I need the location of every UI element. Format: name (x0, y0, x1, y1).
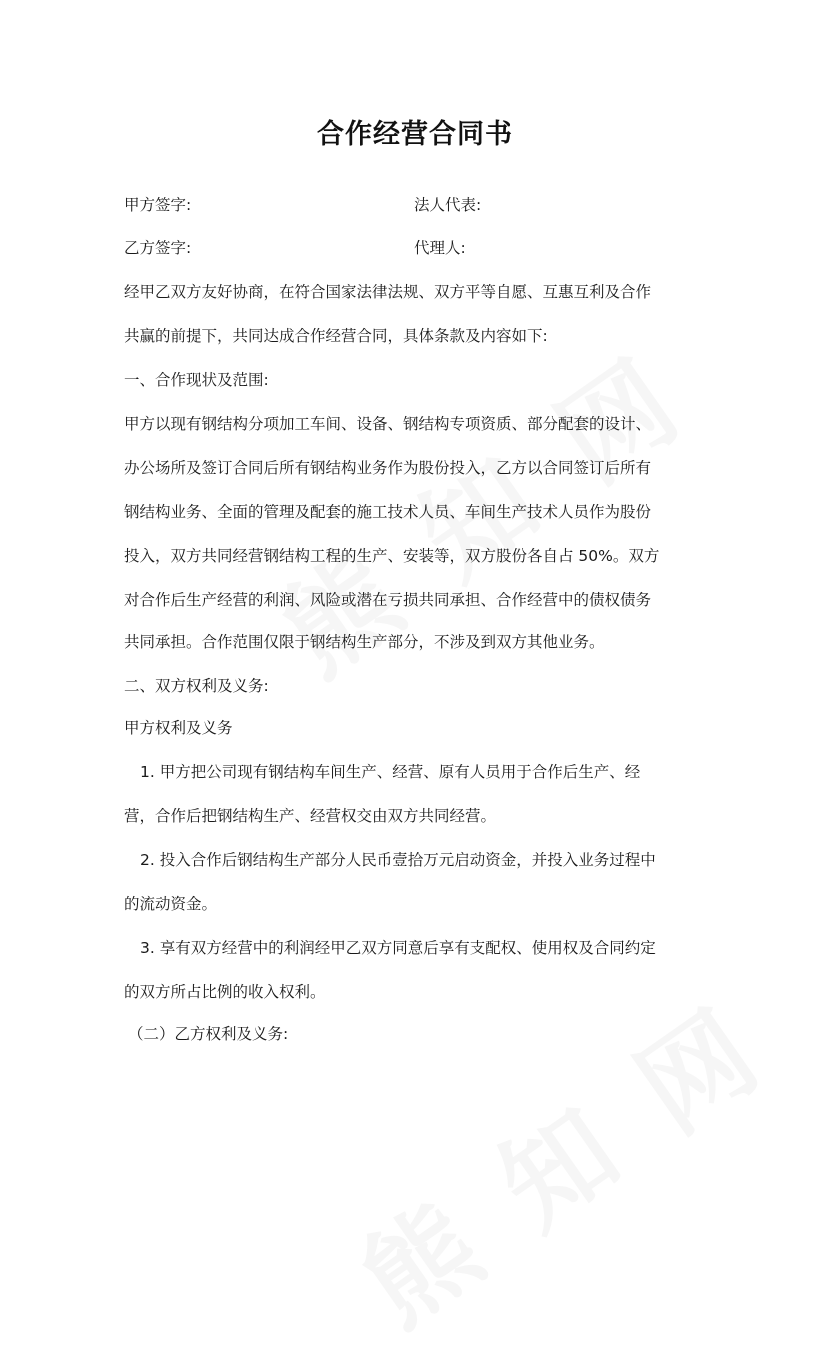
party-a-signature-label: 甲方签字: (124, 196, 192, 214)
paragraph-line: 经甲乙双方友好协商，在符合国家法律法规、双方平等自愿、互惠互利及合作 (124, 283, 652, 301)
subsection-heading: （二）乙方权利及义务: (128, 1025, 289, 1043)
paragraph-line: 投入，双方共同经营钢结构工程的生产、安装等，双方股份各自占 50%。双方 (124, 547, 660, 565)
agent-label: 代理人: (414, 239, 466, 257)
section-heading: 一、合作现状及范围: (124, 371, 269, 389)
paragraph-line: 办公场所及签订合同后所有钢结构业务作为股份投入，乙方以合同签订后所有 (124, 459, 652, 477)
list-item: 1. 甲方把公司现有钢结构车间生产、经营、原有人员用于合作后生产、经 (140, 763, 641, 781)
paragraph-line: 共赢的前提下，共同达成合作经营合同，具体条款及内容如下: (124, 327, 548, 345)
paragraph-line: 钢结构业务、全面的管理及配套的施工技术人员、车间生产技术人员作为股份 (124, 503, 652, 521)
paragraph-line: 的双方所占比例的收入权利。 (124, 983, 326, 1001)
party-b-signature-label: 乙方签字: (124, 239, 192, 257)
section-heading: 二、双方权利及义务: (124, 677, 269, 695)
paragraph-line: 甲方以现有钢结构分项加工车间、设备、钢结构专项资质、部分配套的设计、 (124, 415, 652, 433)
paragraph-line: 营，合作后把钢结构生产、经营权交由双方共同经营。 (124, 807, 497, 825)
watermark (326, 963, 791, 1354)
paragraph-line: 对合作后生产经营的利润、风险或潜在亏损共同承担、合作经营中的债权债务 (124, 591, 652, 609)
document-title: 合作经营合同书 (317, 119, 513, 150)
list-item: 3. 享有双方经营中的利润经甲乙双方同意后享有支配权、使用权及合同约定 (140, 939, 656, 957)
paragraph-line: 的流动资金。 (124, 895, 218, 913)
list-item: 2. 投入合作后钢结构生产部分人民币壹拾万元启动资金，并投入业务过程中 (140, 851, 656, 869)
subsection-heading: 甲方权利及义务 (124, 719, 233, 737)
legal-representative-label: 法人代表: (414, 196, 482, 214)
paragraph-line: 共同承担。合作范围仅限于钢结构生产部分，不涉及到双方其他业务。 (124, 633, 605, 651)
